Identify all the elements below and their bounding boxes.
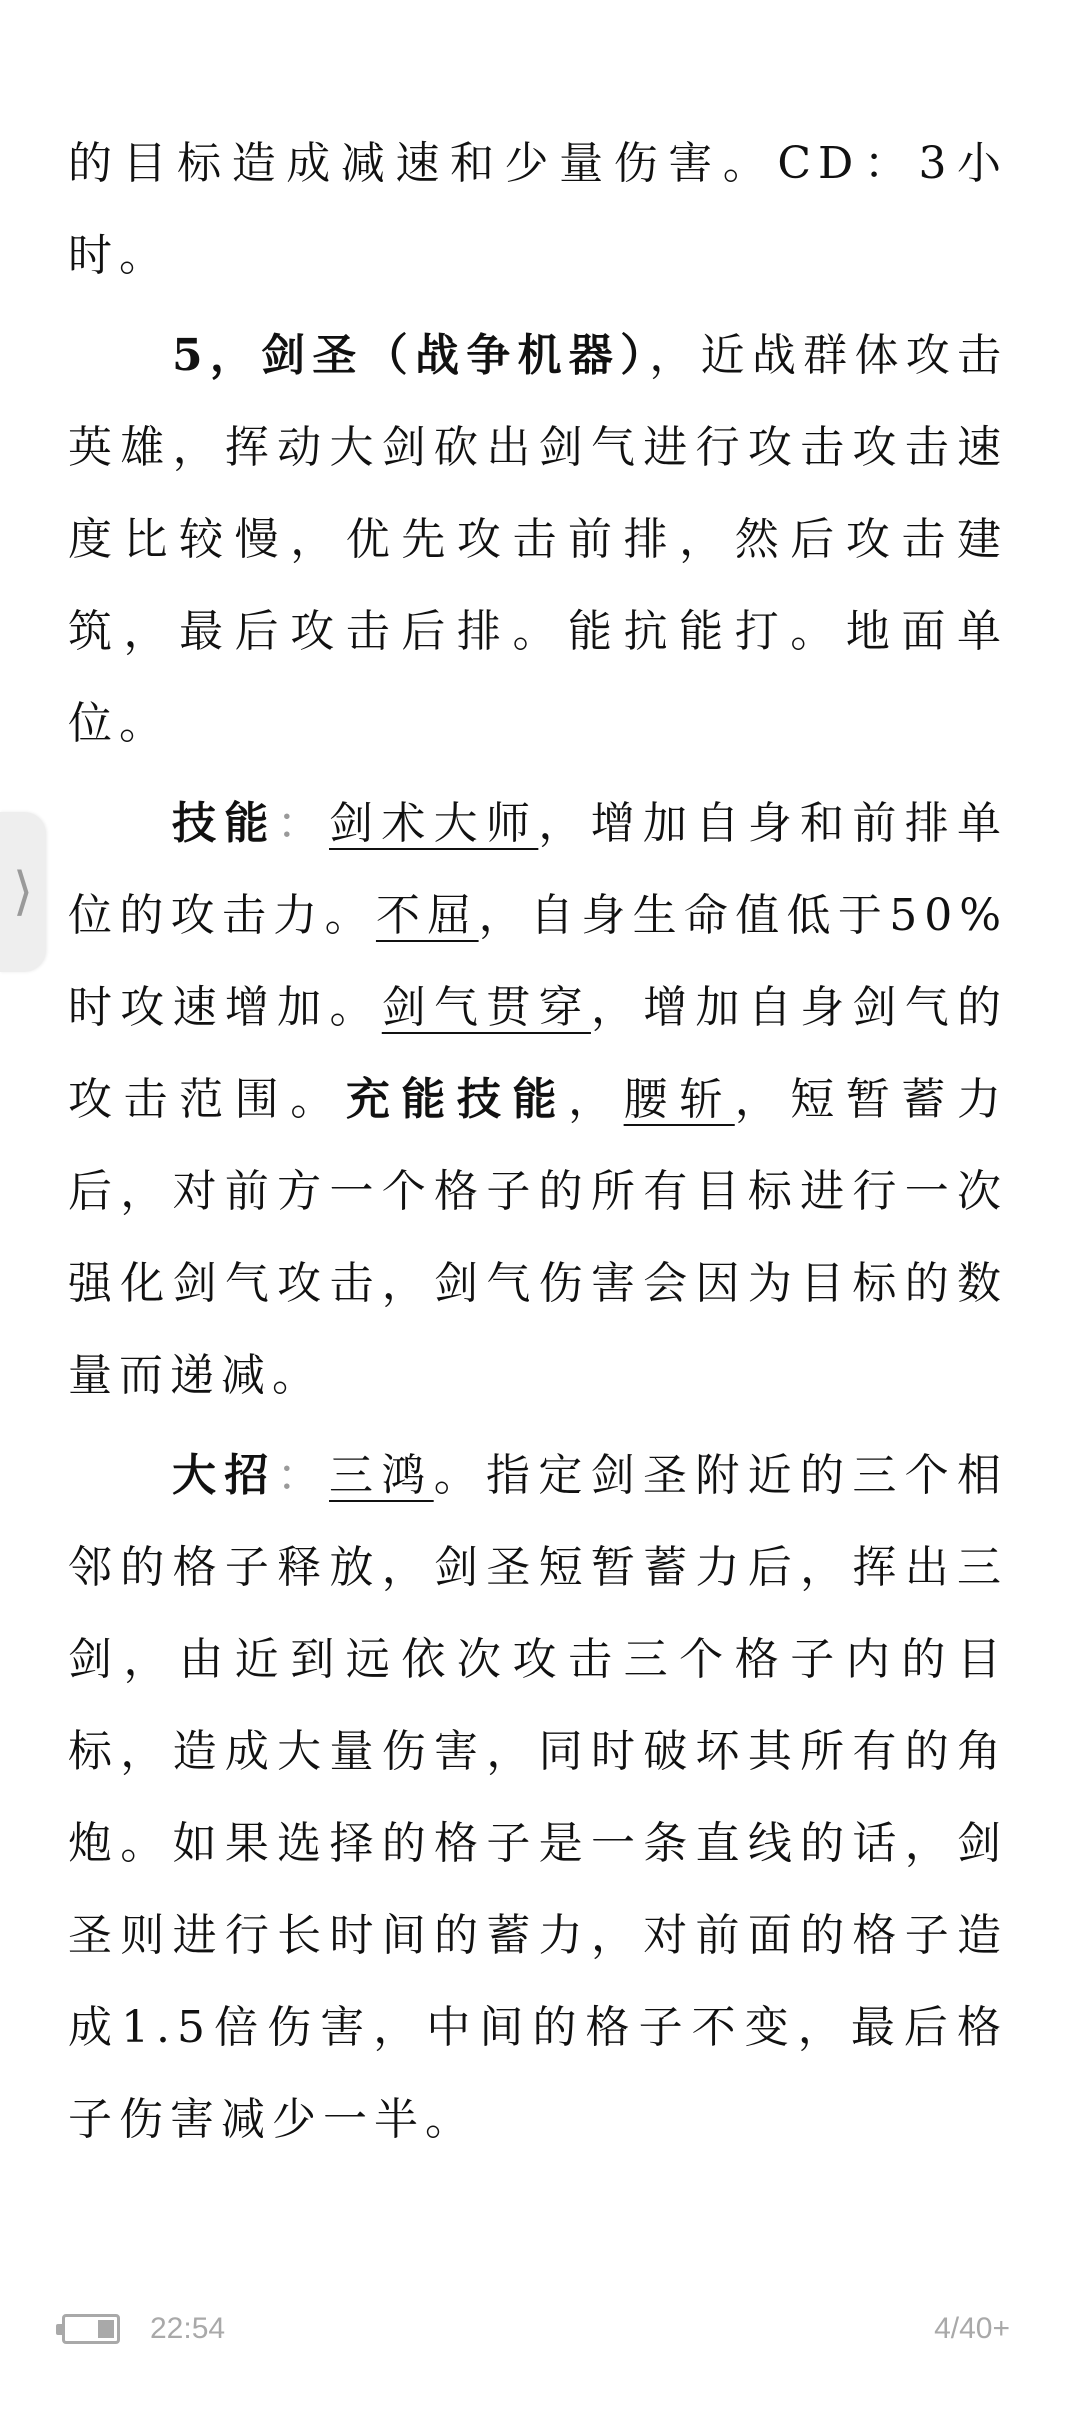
ultimate-description: 。指定剑圣附近的三个相邻的格子释放，剑圣短暂蓄力后，挥出三剑，由近到远依次攻击三个格子内的目标，造成大量伤害，同时破坏其所有的角炮。如果选择的格子是一条直线的话，剑圣则进行长时间的蓄力，对前面的格子造成1.5倍伤害，中间的格子不变，最后格子伤害减少一半。 [68, 1450, 1009, 2145]
paragraph-3 [68, 778, 1008, 1422]
ultimate-label: 大招 [172, 1450, 277, 1501]
clock-time: 22:54 [150, 2312, 226, 2345]
comma: ， [568, 1074, 624, 1125]
skill-text-2: ，自身生命值低于50%时攻速增加。 [68, 890, 1009, 1033]
skill-text-3: ，增加自身剑气的攻击范围。 [68, 982, 1009, 1125]
colon: ： [276, 1450, 330, 1501]
chevron-right-icon: ⟩ [12, 862, 34, 922]
paragraph-2 [68, 310, 1008, 770]
skill-text-4: ，短暂蓄力后，对前方一个格子的所有目标进行一次强化剑气攻击，剑气伤害会因为目标的数量而递减。 [68, 1074, 1008, 1401]
reader-status-bar [0, 2312, 1080, 2352]
skill-text-1: ，增加自身和前排单位的攻击力。 [68, 798, 1009, 941]
reading-content [68, 118, 1008, 2166]
page-indicator: 4/40+ [934, 2312, 1010, 2345]
paragraph-1 [68, 118, 1008, 302]
side-menu-handle[interactable] [0, 812, 46, 972]
colon: ： [276, 798, 330, 849]
unit-heading: 5，剑圣（战争机器） [172, 330, 650, 381]
skill-name-3: 剑气贯穿 [381, 982, 591, 1033]
paragraph-4 [68, 1430, 1008, 2166]
charge-skill-label: 充能技能 [345, 1074, 569, 1125]
battery-icon [62, 2314, 120, 2344]
unit-description: ，近战群体攻击英雄，挥动大剑砍出剑气进行攻击攻击速度比较慢，优先攻击前排，然后攻击建筑，最后攻击后排。能抗能打。地面单位。 [68, 330, 1008, 749]
skills-label: 技能 [172, 798, 277, 849]
ultimate-skill-name: 三鸿 [329, 1450, 434, 1501]
paragraph-1-text: 的目标造成减速和少量伤害。CD：3小时。 [68, 138, 1008, 281]
skill-name-2: 不屈 [375, 890, 479, 941]
battery-level [98, 2320, 114, 2338]
skill-name-4: 腰斩 [623, 1074, 735, 1125]
skill-name-1: 剑术大师 [329, 798, 539, 849]
